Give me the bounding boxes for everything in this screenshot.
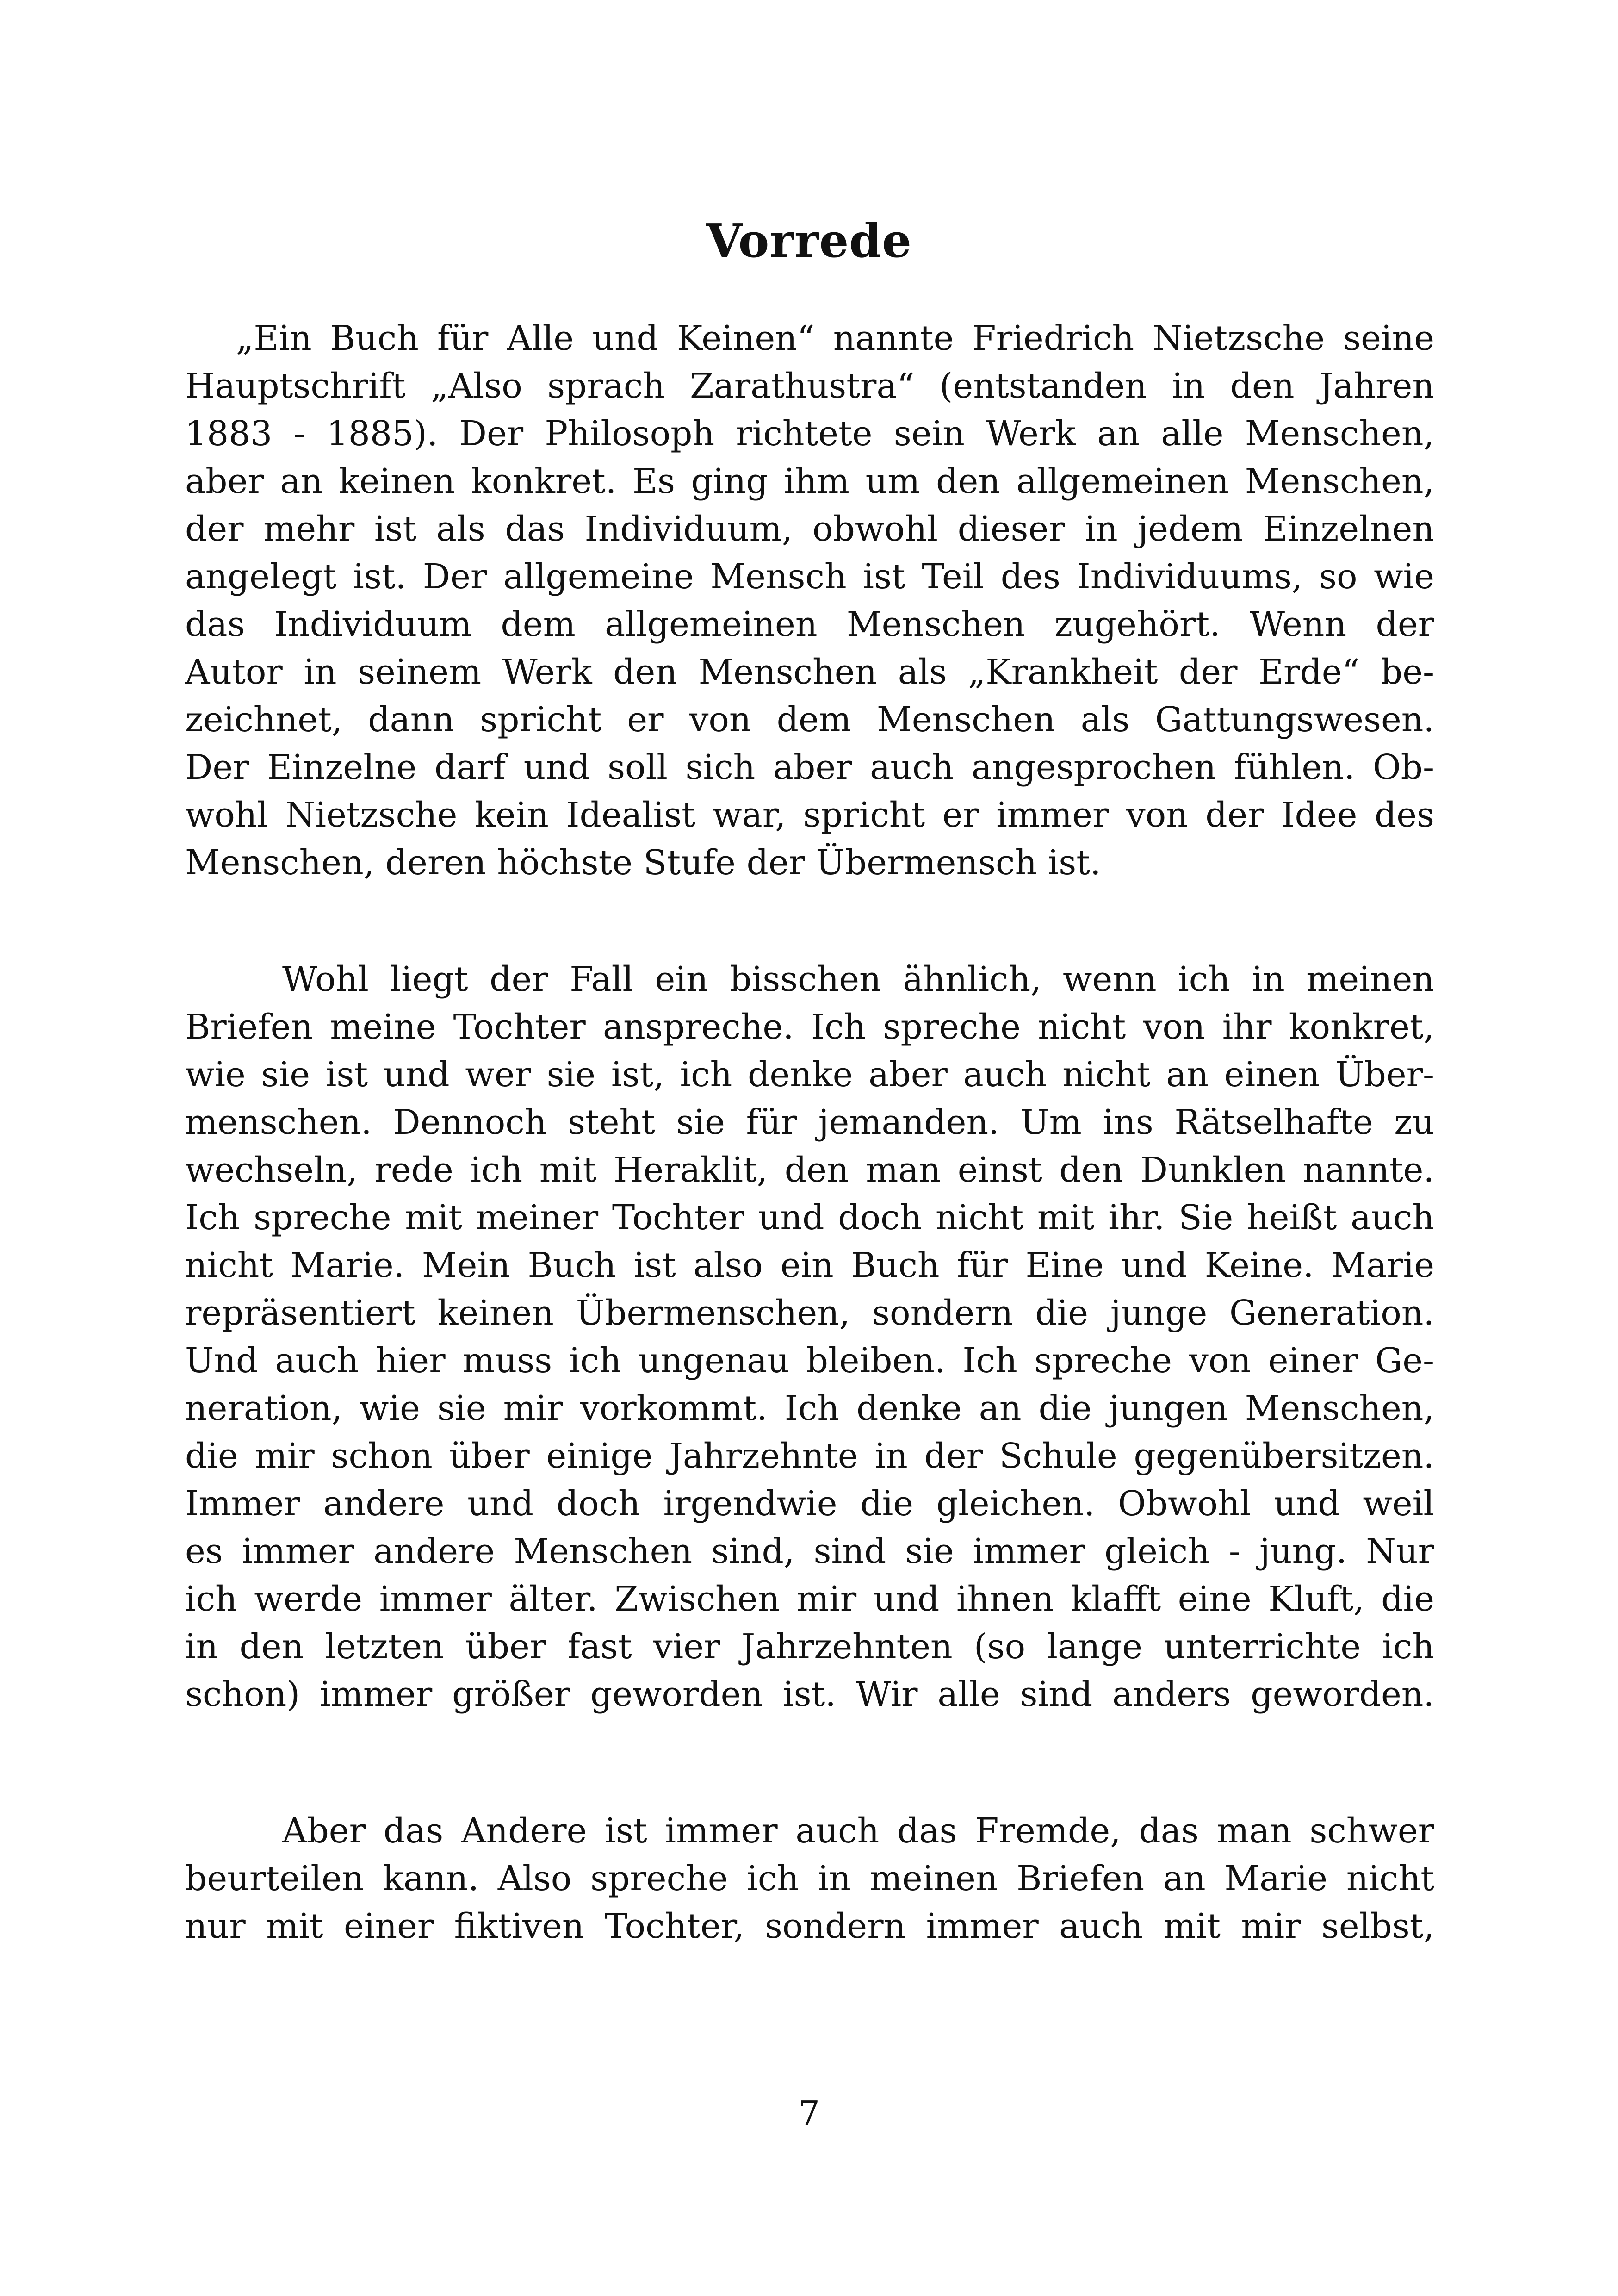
text-line: Briefen meine Tochter anspreche. Ich spreche nicht von ihr konkret, <box>185 1007 1434 1047</box>
text-line: Immer andere und doch irgendwie die gleichen. Obwohl und weil <box>185 1484 1434 1524</box>
text-line: Und auch hier muss ich ungenau bleiben. Ich spreche von einer Ge- <box>185 1341 1434 1381</box>
text-line: Der Einzelne darf und soll sich aber auch angesprochen fühlen. Ob- <box>185 747 1434 787</box>
text-line: ich werde immer älter. Zwischen mir und ihnen klafft eine Kluft, die <box>185 1579 1434 1619</box>
paragraph <box>185 315 1434 887</box>
text-line: nicht Marie. Mein Buch ist also ein Buch für Eine und Keine. Marie <box>185 1245 1434 1285</box>
text-line: der mehr ist als das Individuum, obwohl dieser in jedem Einzelnen <box>185 509 1434 549</box>
text-line: Hauptschrift „Also sprach Zarathustra“ (entstanden in den Jahren <box>185 366 1434 406</box>
text-line: Aber das Andere ist immer auch das Fremde, das man schwer <box>282 1811 1434 1851</box>
text-line: nur mit einer fiktiven Tochter, sondern immer auch mit mir selbst, <box>185 1906 1434 1946</box>
text-line: 1883 - 1885). Der Philosoph richtete sein Werk an alle Menschen, <box>185 414 1434 454</box>
paragraph <box>185 956 1434 1718</box>
text-line: in den letzten über fast vier Jahrzehnten (so lange unterrichte ich <box>185 1627 1434 1667</box>
text-line: Wohl liegt der Fall ein bisschen ähnlich, wenn ich in meinen <box>282 959 1434 999</box>
text-line: wohl Nietzsche kein Idealist war, spricht er immer von der Idee des <box>185 795 1434 835</box>
text-line: neration, wie sie mir vorkommt. Ich denke an die jungen Menschen, <box>185 1388 1434 1428</box>
text-line: Autor in seinem Werk den Menschen als „Krankheit der Erde“ be- <box>185 652 1434 692</box>
text-line: zeichnet, dann spricht er von dem Menschen als Gattungswesen. <box>185 700 1434 740</box>
chapter-heading: Vorrede <box>706 213 912 268</box>
text-line: beurteilen kann. Also spreche ich in meinen Briefen an Marie nicht <box>185 1859 1434 1898</box>
text-line: „Ein Buch für Alle und Keinen“ nannte Friedrich Nietzsche seine <box>236 318 1434 358</box>
text-line: es immer andere Menschen sind, sind sie immer gleich - jung. Nur <box>185 1531 1434 1571</box>
text-line: menschen. Dennoch steht sie für jemanden. Um ins Rätselhafte zu <box>185 1102 1434 1142</box>
text-line: wechseln, rede ich mit Heraklit, den man einst den Dunklen nannte. <box>185 1150 1434 1190</box>
text-line: repräsentiert keinen Übermenschen, sondern die junge Generation. <box>185 1293 1434 1333</box>
text-line: angelegt ist. Der allgemeine Mensch ist Teil des Individuums, so wie <box>185 557 1434 597</box>
text-line: schon) immer größer geworden ist. Wir alle sind anders geworden. <box>185 1674 1434 1714</box>
page-number: 7 <box>798 2094 820 2134</box>
text-line: die mir schon über einige Jahrzehnte in der Schule gegenübersitzen. <box>185 1436 1434 1476</box>
text-line: Ich spreche mit meiner Tochter und doch nicht mit ihr. Sie heißt auch <box>185 1198 1434 1238</box>
text-line: Menschen, deren höchste Stufe der Übermensch ist. <box>185 843 1101 883</box>
text-line: aber an keinen konkret. Es ging ihm um den allgemeinen Menschen, <box>185 461 1434 501</box>
text-line: wie sie ist und wer sie ist, ich denke aber auch nicht an einen Über- <box>185 1055 1434 1095</box>
text-line: das Individuum dem allgemeinen Menschen zugehört. Wenn der <box>185 604 1434 644</box>
paragraph <box>185 1807 1434 1950</box>
